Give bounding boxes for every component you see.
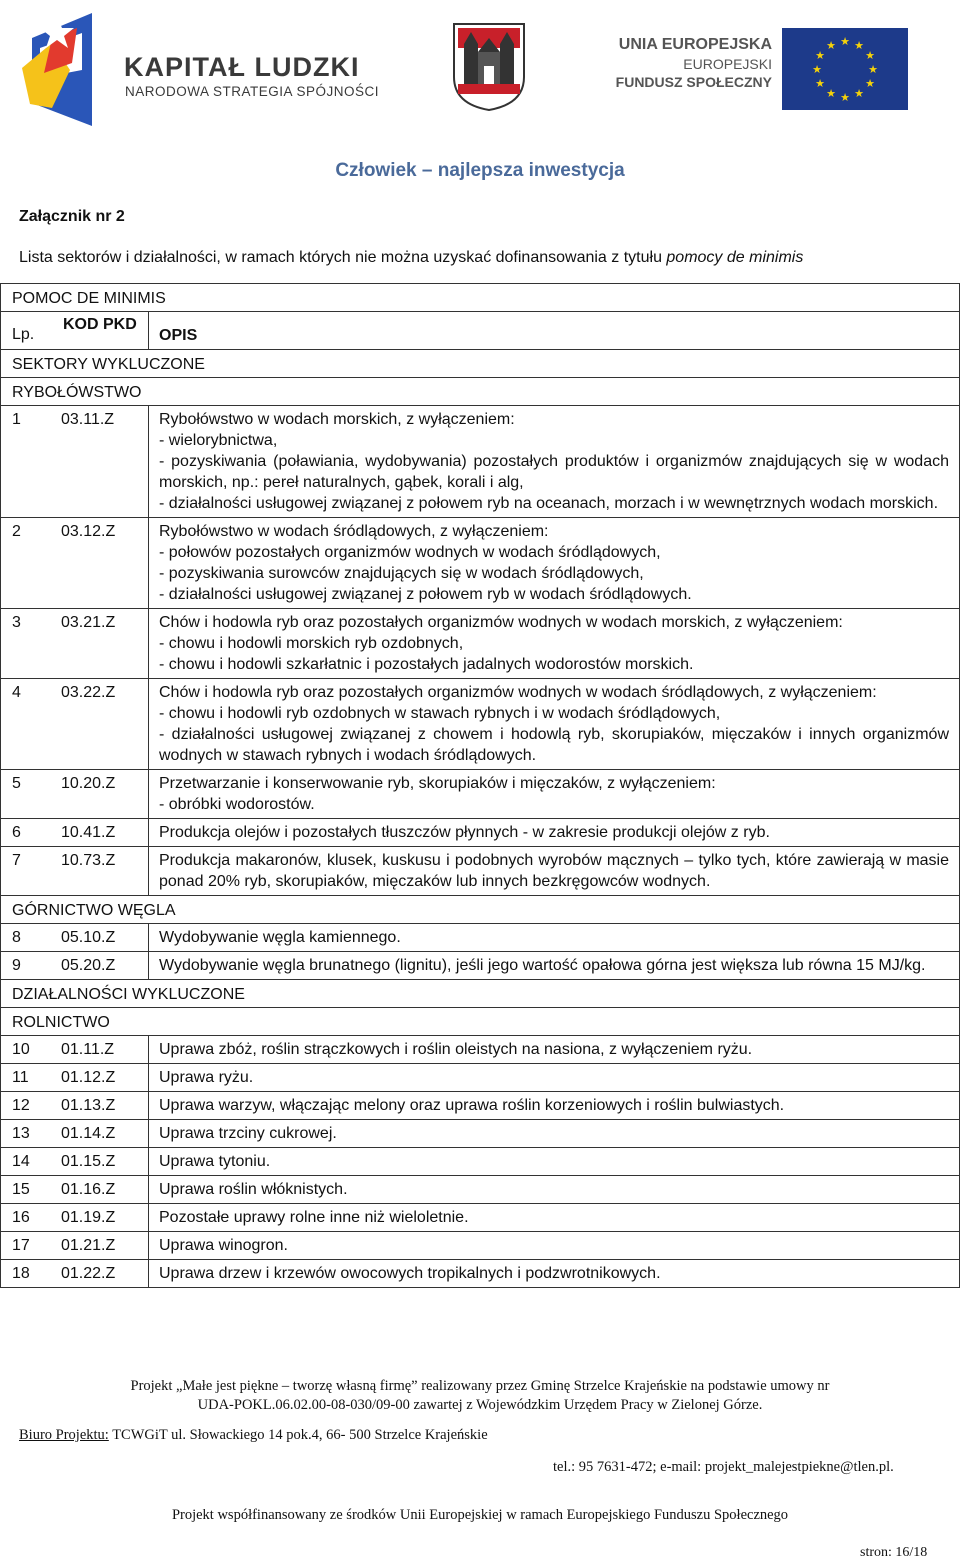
table-row [1,1120,960,1148]
row-kod: 03.21.Z [61,609,149,679]
row-kod: 03.11.Z [61,406,149,518]
intro-italic: pomocy de minimis [666,249,804,266]
row-description [149,770,960,819]
table-row [1,924,960,952]
kapital-ludzki-logo [22,8,402,128]
table-row [1,406,960,518]
row-description [149,1064,960,1092]
row-description [149,847,960,896]
table-row [1,1036,960,1064]
description-line: Chów i hodowla ryb oraz pozostałych organizmów wodnych w wodach morskich, z wyłączeniem: [159,614,843,631]
header-lp: Lp. [1,312,62,350]
description-line: Przetwarzanie i konserwowanie ryb, skorupiaków i mięczaków, z wyłączeniem: [159,775,716,792]
svg-text:★: ★ [865,49,875,62]
description-line: Uprawa zbóż, roślin strączkowych i roślin oleistych na nasiona, z wyłączeniem ryżu. [159,1041,753,1058]
description-line: - pozyskiwania (poławiania, wydobywania) pozostałych produktów i organizmów znajdujących się w wodach morskich, np.: pereł naturalnych, gąbek, korali i alg, [159,453,949,491]
intro-text [19,249,803,267]
table-row [1,1176,960,1204]
header-opis: OPIS [159,327,198,344]
description-line: - działalności usługowej związanej z połowem ryb na oceanach, morzach i w wewnętrznych wodach morskich. [159,495,939,512]
row-lp: 5 [1,770,62,819]
row-kod: 01.22.Z [61,1260,149,1288]
svg-text:★: ★ [815,77,825,90]
table-row [1,679,960,770]
kl-subtitle: NARODOWA STRATEGIA SPÓJNOŚCI [125,84,380,99]
row-lp: 13 [1,1120,62,1148]
row-lp: 10 [1,1036,62,1064]
row-description [149,609,960,679]
row-lp: 9 [1,952,62,980]
ue-logo-text [590,36,772,90]
row-description [149,924,960,952]
row-lp: 7 [1,847,62,896]
description-line: Wydobywanie węgla brunatnego (lignitu), jeśli jego wartość opałowa górna jest większa lub równa 15 MJ/kg. [159,957,926,974]
table-row [1,1092,960,1120]
row-lp: 6 [1,819,62,847]
footer-office [19,1427,488,1444]
svg-text:★: ★ [865,77,875,90]
footer-line1: Projekt „Małe jest piękne – tworzę własną firmę” realizowany przez Gminę Strzelce Krajeńskie na podstawie umowy nr [130,1378,830,1394]
header-opis-cell [149,312,960,350]
svg-text:★: ★ [868,63,878,76]
description-line: Uprawa roślin włóknistych. [159,1181,348,1198]
office-label: Biuro Projektu: [19,1427,109,1443]
table-header-row [1,312,960,350]
attachment-label: Załącznik nr 2 [19,208,125,225]
page-number: stron: 16/18 [860,1545,928,1560]
section-row [1,896,960,924]
row-kod: 05.20.Z [61,952,149,980]
description-line: Uprawa drzew i krzewów owocowych tropikalnych i podzwrotnikowych. [159,1265,661,1282]
row-description [149,679,960,770]
svg-text:★: ★ [840,35,850,48]
svg-text:★: ★ [854,39,864,52]
section-label: RYBOŁÓWSTWO [1,378,960,406]
row-lp: 16 [1,1204,62,1232]
table-row [1,1260,960,1288]
ue-line2: EUROPEJSKI [683,56,772,72]
row-kod: 03.22.Z [61,679,149,770]
exclusions-table [0,283,960,1288]
row-description [149,1036,960,1064]
footer-contact: tel.: 95 7631-472; e-mail: projekt_malejestpiekne@tlen.pl. [553,1459,894,1475]
table-title-row [1,284,960,312]
row-kod: 10.73.Z [61,847,149,896]
row-lp: 3 [1,609,62,679]
table-row [1,819,960,847]
row-lp: 8 [1,924,62,952]
row-lp: 2 [1,518,62,609]
svg-text:★: ★ [812,63,822,76]
row-lp: 1 [1,406,62,518]
row-description [149,1120,960,1148]
slogan: Człowiek – najlepsza inwestycja [335,160,625,181]
description-line: - obróbki wodorostów. [159,796,315,813]
row-description [149,1148,960,1176]
row-kod: 01.14.Z [61,1120,149,1148]
row-description [149,1260,960,1288]
row-description [149,952,960,980]
row-kod: 01.19.Z [61,1204,149,1232]
eu-flag-icon [782,28,908,110]
row-lp: 14 [1,1148,62,1176]
description-line: Wydobywanie węgla kamiennego. [159,929,401,946]
svg-text:★: ★ [815,49,825,62]
table-row [1,847,960,896]
description-line: - połowów pozostałych organizmów wodnych w wodach śródlądowych, [159,544,661,561]
table-row [1,1204,960,1232]
row-kod: 01.21.Z [61,1232,149,1260]
row-description [149,1204,960,1232]
row-kod: 01.13.Z [61,1092,149,1120]
row-kod: 01.16.Z [61,1176,149,1204]
table-row [1,609,960,679]
row-kod: 03.12.Z [61,518,149,609]
description-line: - działalności usługowej związanej z połowem ryb w wodach śródlądowych. [159,586,692,603]
row-lp: 12 [1,1092,62,1120]
section-label: SEKTORY WYKLUCZONE [1,350,960,378]
section-label: DZIAŁALNOŚCI WYKLUCZONE [1,980,960,1008]
row-description [149,406,960,518]
office-address: TCWGiT ul. Słowackiego 14 pok.4, 66- 500 Strzelce Krajeńskie [108,1427,488,1443]
table-row [1,952,960,980]
description-line: Uprawa winogron. [159,1237,288,1254]
row-kod: 01.15.Z [61,1148,149,1176]
svg-text:★: ★ [826,39,836,52]
kapital-ludzki-emblem-icon [22,8,122,128]
footer-project-info [0,1377,960,1415]
description-line: Uprawa ryżu. [159,1069,254,1086]
description-line: Uprawa trzciny cukrowej. [159,1125,337,1142]
description-line: - chowu i hodowli morskich ryb ozdobnych, [159,635,464,652]
row-lp: 18 [1,1260,62,1288]
description-line: Uprawa warzyw, włączając melony oraz uprawa roślin korzeniowych i roślin bulwiastych. [159,1097,785,1114]
description-line: - pozyskiwania surowców znajdujących się w wodach śródlądowych, [159,565,644,582]
description-line: Rybołówstwo w wodach śródlądowych, z wyłączeniem: [159,523,549,540]
intro-main: Lista sektorów i działalności, w ramach których nie można uzyskać dofinansowania z tytułu [19,249,667,266]
section-row [1,980,960,1008]
coat-of-arms-icon [452,22,526,112]
kl-title: KAPITAŁ LUDZKI [124,52,360,82]
table-title: POMOC DE MINIMIS [1,284,960,312]
row-lp: 17 [1,1232,62,1260]
row-description [149,819,960,847]
row-kod: 01.12.Z [61,1064,149,1092]
table-row [1,1148,960,1176]
description-line: Pozostałe uprawy rolne inne niż wieloletnie. [159,1209,469,1226]
section-row [1,350,960,378]
table-row [1,1232,960,1260]
section-row [1,1008,960,1036]
table-row [1,1064,960,1092]
description-line: Produkcja makaronów, klusek, kuskusu i podobnych wyrobów mącznych – tylko tych, które zawierają w masie ponad 20% ryb, skorupiaków, mięczaków lub innych bezkręgowców wodnych. [159,852,949,890]
row-kod: 05.10.Z [61,924,149,952]
page-header [0,0,960,140]
description-line: Chów i hodowla ryb oraz pozostałych organizmów wodnych w wodach śródlądowych, z wyłączeniem: [159,684,877,701]
row-kod: 01.11.Z [61,1036,149,1064]
description-line: - chowu i hodowli ryb ozdobnych w stawach rybnych i w wodach śródlądowych, [159,705,721,722]
description-line: - działalności usługowej związanej z chowem i hodowlą ryb, skorupiaków, mięczaków i innych organizmów wodnych w stawach rybnych i wodach śródlądowych. [159,726,949,764]
row-lp: 4 [1,679,62,770]
header-kod-text: KOD PKD [63,316,137,333]
description-line: Produkcja olejów i pozostałych tłuszczów płynnych - w zakresie produkcji olejów z ryb. [159,824,770,841]
table-row [1,518,960,609]
svg-text:★: ★ [854,87,864,100]
row-kod: 10.41.Z [61,819,149,847]
section-label: GÓRNICTWO WĘGLA [1,896,960,924]
svg-text:★: ★ [826,87,836,100]
svg-text:★: ★ [840,91,850,104]
row-description [149,1232,960,1260]
description-line: Uprawa tytoniu. [159,1153,271,1170]
table-row [1,770,960,819]
row-lp: 15 [1,1176,62,1204]
row-description [149,1092,960,1120]
section-row [1,378,960,406]
row-kod: 10.20.Z [61,770,149,819]
description-line: Rybołówstwo w wodach morskich, z wyłączeniem: [159,411,515,428]
row-description [149,518,960,609]
row-lp: 11 [1,1064,62,1092]
footer-cofinancing: Projekt współfinansowany ze środków Unii Europejskiej w ramach Europejskiego Funduszu Społecznego [171,1507,789,1523]
description-line: - chowu i hodowli szkarłatnic i pozostałych jadalnych wodorostów morskich. [159,656,694,673]
ue-line3: FUNDUSZ SPOŁECZNY [615,74,772,90]
footer-line2: UDA-POKL.06.02.00-08-030/09-00 zawartej z Wojewódzkim Urzędem Pracy w Zielonej Górze. [197,1397,763,1413]
row-description [149,1176,960,1204]
section-label: ROLNICTWO [1,1008,960,1036]
description-line: - wielorybnictwa, [159,432,278,449]
ue-line1: UNIA EUROPEJSKA [618,36,772,53]
header-kod [61,312,149,350]
